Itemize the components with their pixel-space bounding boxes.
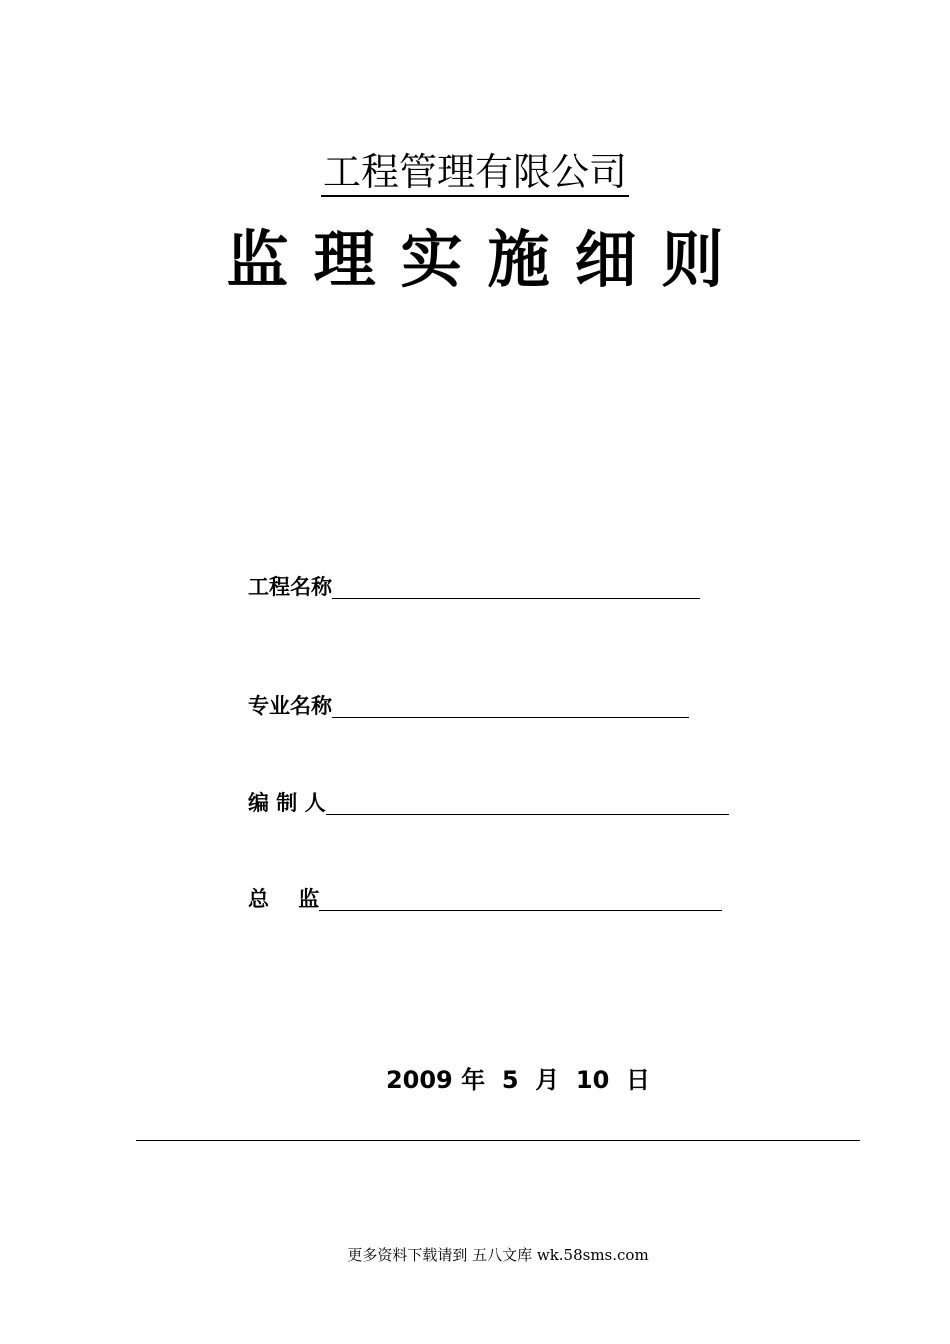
compiler-label: 编 制 人 bbox=[248, 791, 326, 815]
project-name-underline bbox=[332, 598, 700, 599]
specialty-name-field bbox=[248, 685, 689, 719]
project-name-label: 工程名称 bbox=[248, 575, 332, 599]
specialty-name-underline bbox=[332, 717, 689, 718]
company-name-heading bbox=[0, 148, 950, 196]
compiler-field bbox=[248, 782, 729, 816]
footer-divider bbox=[136, 1140, 860, 1141]
footer-note: 更多资料下载请到 五八文库 wk.58sms.com bbox=[347, 1246, 649, 1264]
chief-supervisor-field bbox=[248, 878, 722, 912]
project-name-field bbox=[248, 566, 700, 600]
specialty-name-label: 专业名称 bbox=[248, 694, 332, 718]
chief-supervisor-underline bbox=[319, 910, 722, 911]
document-date: 2009 年 5 月 10 日 bbox=[385, 1066, 651, 1094]
compiler-underline bbox=[326, 814, 729, 815]
document-title: 监理实施细则 bbox=[226, 223, 749, 296]
chief-supervisor-label: 总 监 bbox=[248, 887, 320, 911]
company-name-text: 工程管理有限公司 bbox=[321, 150, 629, 197]
